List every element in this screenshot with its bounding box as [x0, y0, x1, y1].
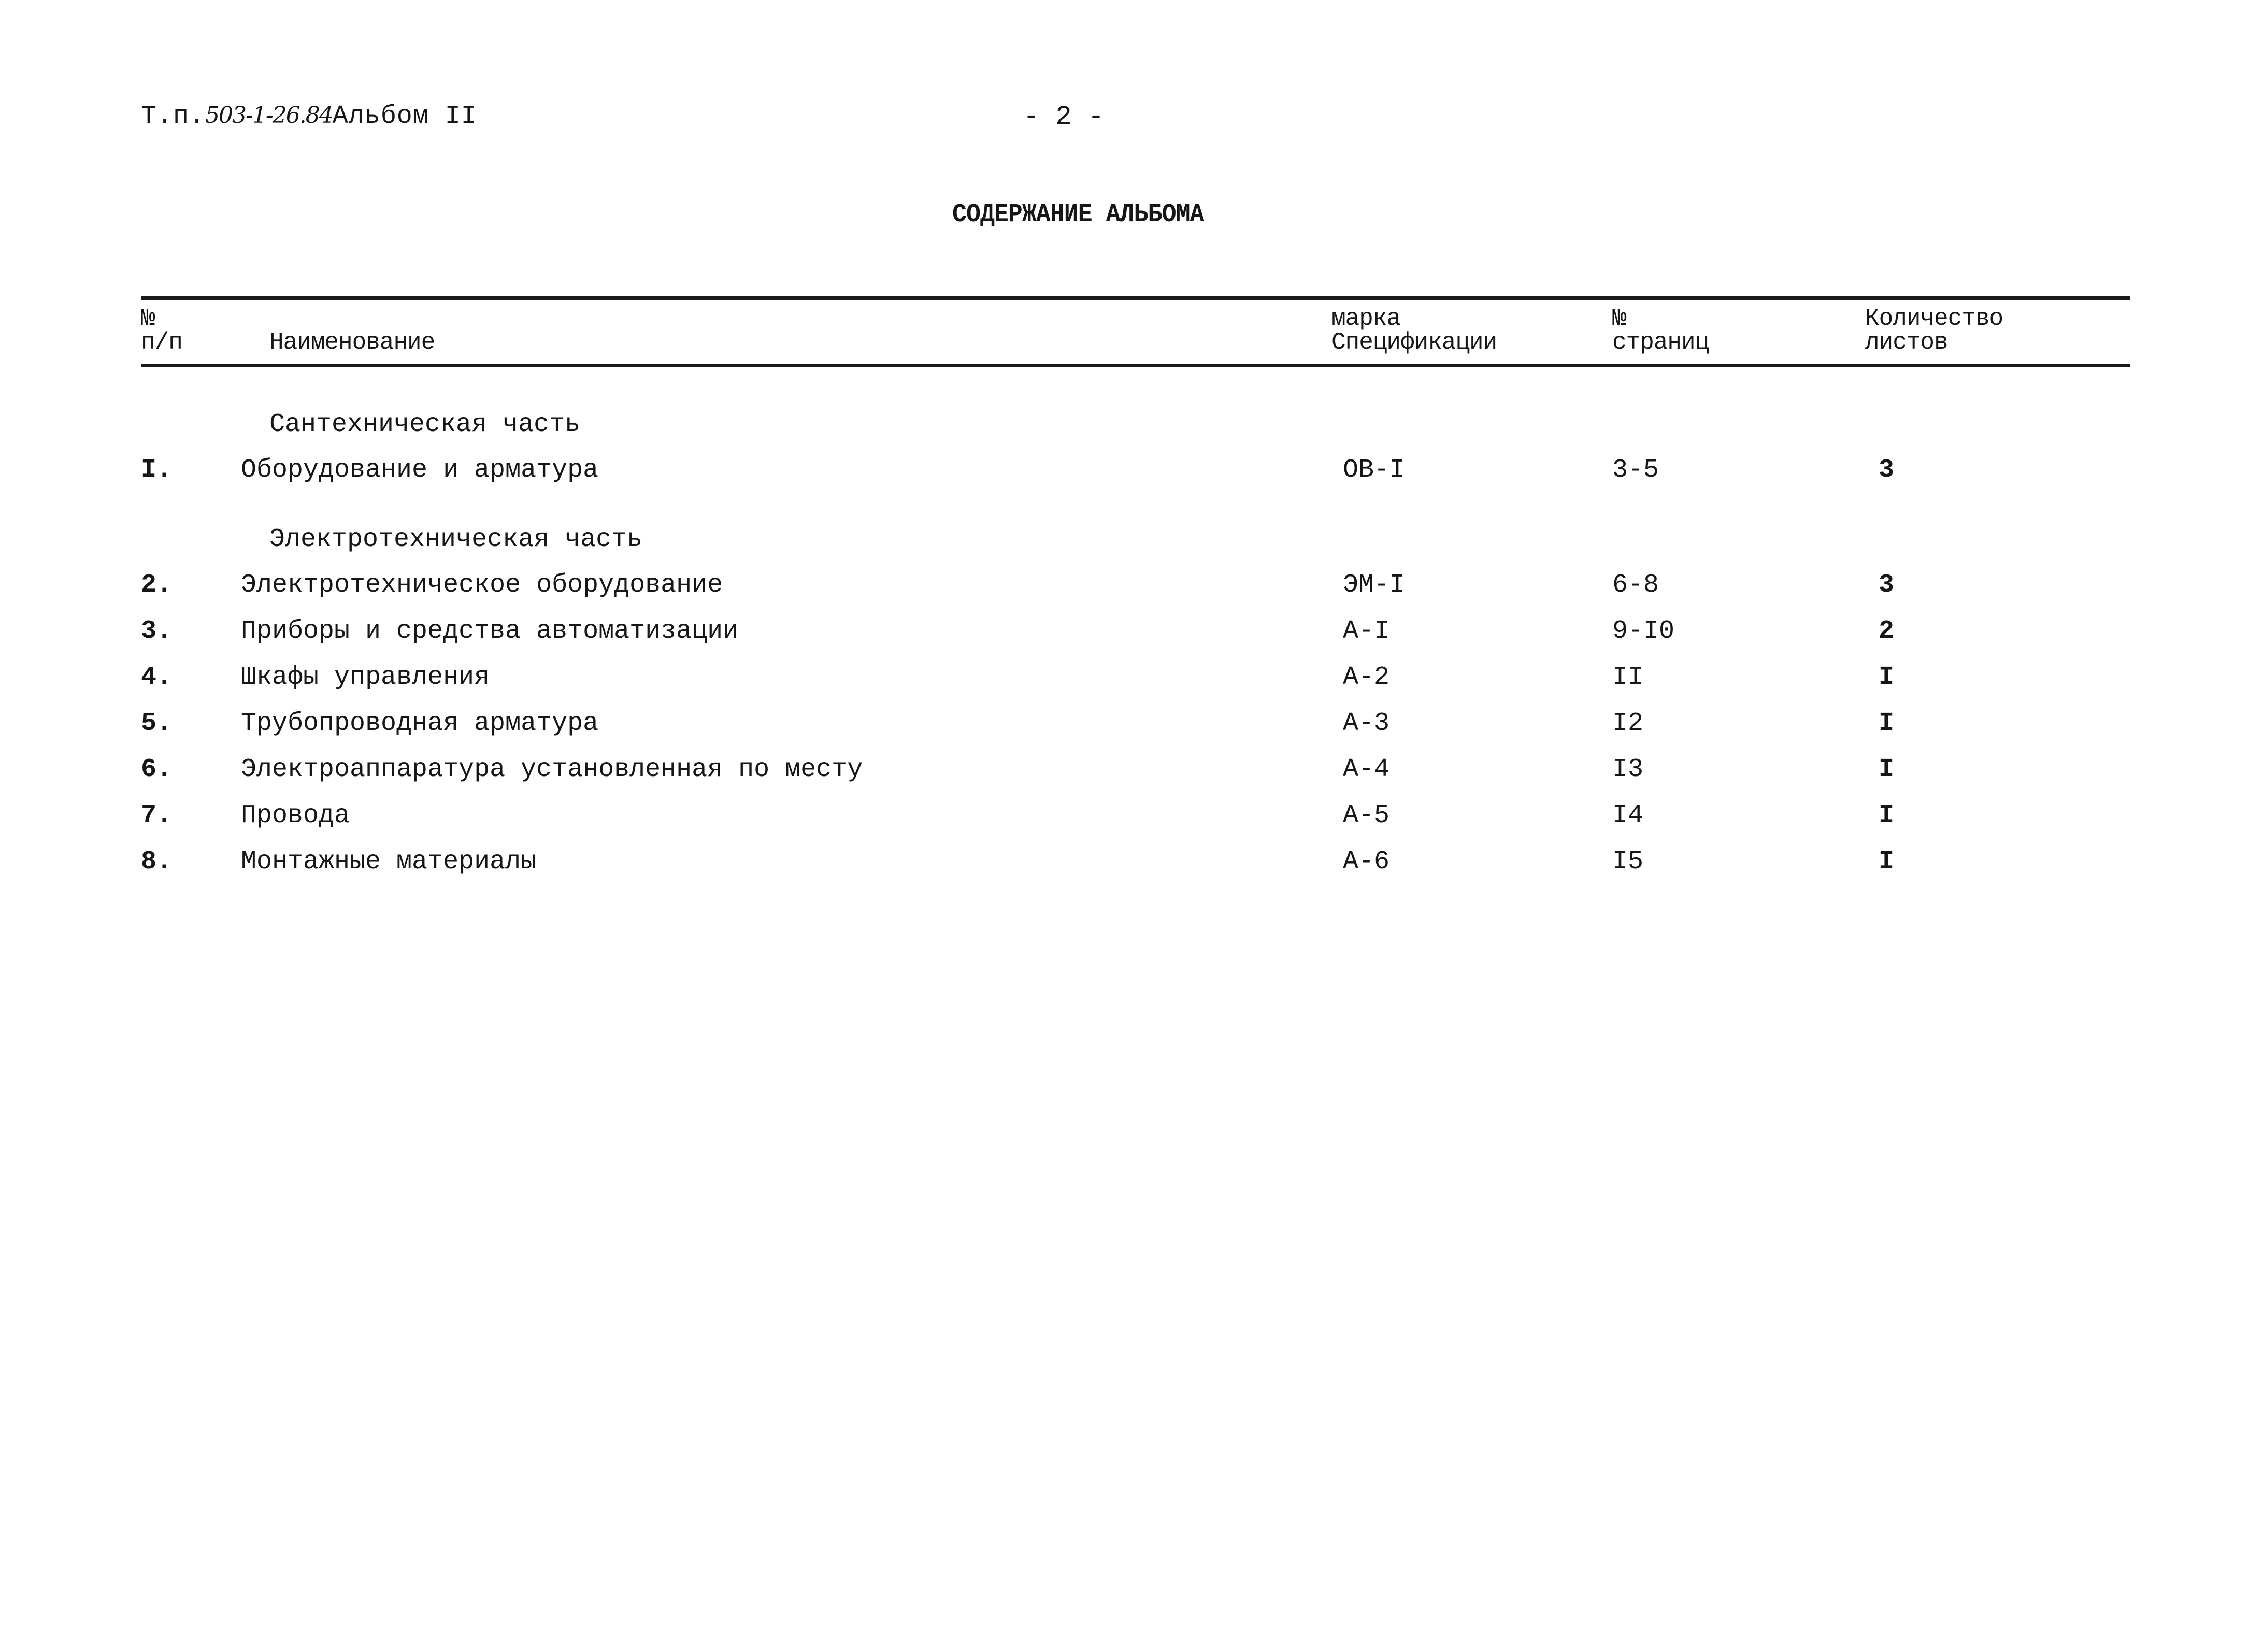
column-header-sheets-line2: листов: [1865, 329, 1948, 356]
row-number: I.: [141, 455, 173, 485]
table-row: [0, 800, 2264, 831]
row-pages: 9-I0: [1612, 616, 1675, 646]
column-header-name: Наименование: [269, 329, 435, 356]
row-mark: А-3: [1343, 709, 1390, 738]
row-pages: 6-8: [1612, 570, 1659, 600]
row-mark: А-2: [1343, 663, 1390, 692]
table-row: [0, 708, 2264, 739]
row-pages: I3: [1612, 755, 1644, 784]
row-pages: I5: [1612, 847, 1644, 877]
section-title-electrical: Электротехническая часть: [269, 525, 643, 554]
column-header-pages: [1612, 307, 1709, 354]
row-pages: I2: [1612, 709, 1644, 738]
row-name: Шкафы управления: [241, 663, 490, 692]
row-pages: I4: [1612, 801, 1644, 830]
table-row: [0, 455, 2264, 486]
table-row: [0, 570, 2264, 601]
table-header-rule: [141, 364, 2130, 367]
row-pages: II: [1612, 663, 1644, 692]
row-sheets: I: [1879, 847, 1895, 877]
row-mark: А-6: [1343, 847, 1390, 877]
doc-number-handwritten: 503-1-26.84: [205, 102, 333, 128]
table-top-rule: [141, 296, 2130, 300]
row-number: 3.: [141, 616, 173, 646]
row-sheets: 3: [1879, 570, 1895, 600]
row-name: Оборудование и арматура: [241, 455, 599, 485]
column-header-mark-line2: Спецификации: [1331, 329, 1497, 356]
row-number: 4.: [141, 663, 173, 692]
column-header-sheets: [1865, 307, 2003, 354]
row-sheets: 3: [1879, 455, 1895, 485]
row-mark: ЭМ-I: [1343, 570, 1406, 600]
table-row: [0, 846, 2264, 878]
table-row: [0, 754, 2264, 785]
column-header-pages-line1: №: [1612, 305, 1626, 332]
row-sheets: I: [1879, 663, 1895, 692]
row-name: Монтажные материалы: [241, 847, 537, 877]
row-number: 8.: [141, 847, 173, 877]
row-number: 2.: [141, 570, 173, 600]
row-sheets: I: [1879, 755, 1895, 784]
album-label: Альбом II: [332, 102, 477, 131]
row-name: Электротехническое оборудование: [241, 570, 723, 600]
row-name: Приборы и средства автоматизации: [241, 616, 739, 646]
row-number: 6.: [141, 755, 173, 784]
row-name: Трубопроводная арматура: [241, 709, 599, 738]
table-row: [0, 616, 2264, 647]
row-name: Электроаппаратура установленная по месту: [241, 755, 863, 784]
column-header-sheets-line1: Количество: [1865, 305, 2003, 332]
row-number: 7.: [141, 801, 173, 830]
row-number: 5.: [141, 709, 173, 738]
column-header-num-line2: п/п: [141, 329, 182, 356]
section-title-plumbing: Сантехническая часть: [269, 410, 581, 439]
document-designation: [141, 102, 477, 131]
page-title: СОДЕРЖАНИЕ АЛЬБОМА: [952, 200, 1204, 229]
table-row: [0, 662, 2264, 693]
row-mark: А-4: [1343, 755, 1390, 784]
row-sheets: 2: [1879, 616, 1895, 646]
row-name: Провода: [241, 801, 350, 830]
row-mark: ОВ-I: [1343, 455, 1406, 485]
page-number: - 2 -: [1023, 102, 1105, 132]
row-sheets: I: [1879, 709, 1895, 738]
column-header-mark: [1331, 307, 1497, 354]
doc-prefix: Т.п.: [141, 102, 206, 131]
column-header-num-line1: №: [141, 305, 155, 332]
column-header-pages-line2: страниц: [1612, 329, 1709, 356]
row-mark: А-I: [1343, 616, 1390, 646]
row-sheets: I: [1879, 801, 1895, 830]
column-header-mark-line1: марка: [1331, 305, 1401, 332]
row-pages: 3-5: [1612, 455, 1659, 485]
column-header-num: [141, 307, 182, 354]
row-mark: А-5: [1343, 801, 1390, 830]
